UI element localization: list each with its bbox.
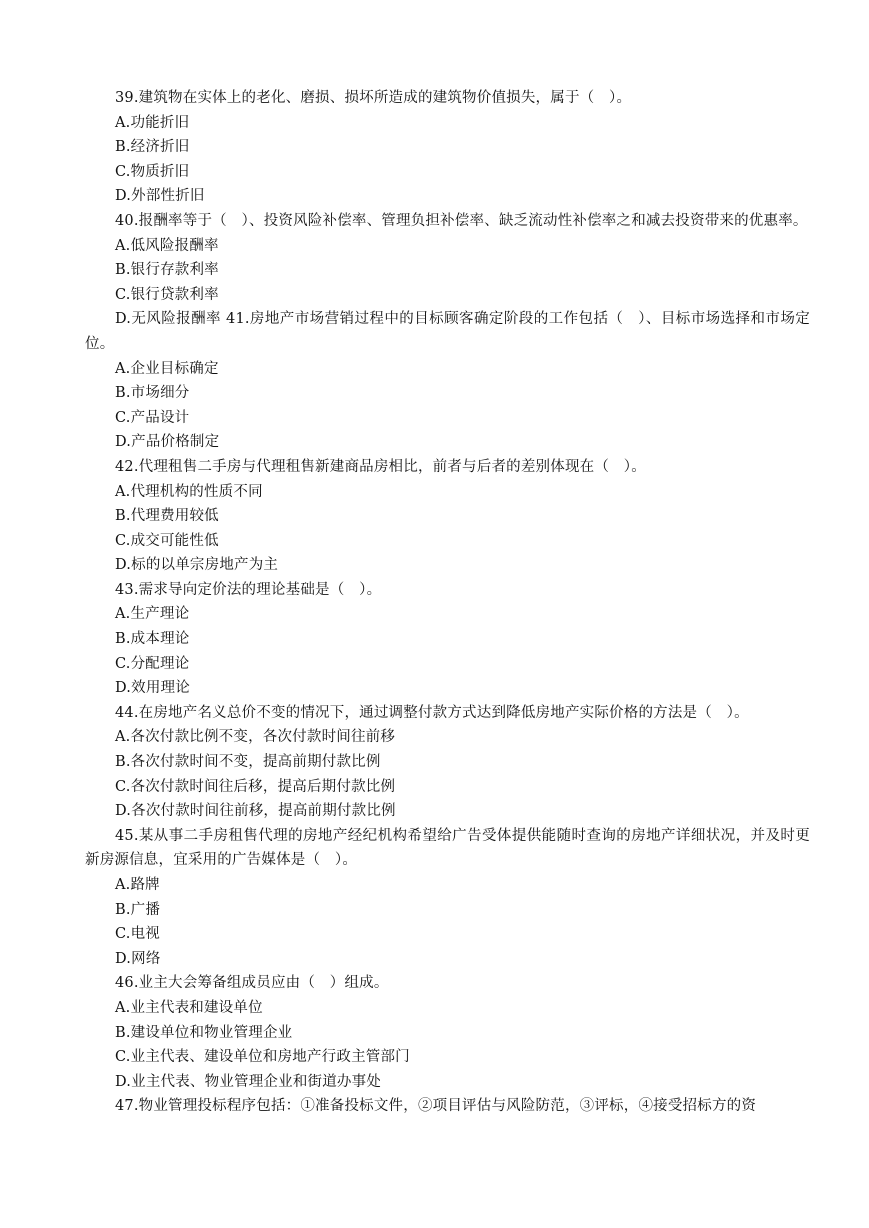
text-line: 47.物业管理投标程序包括：①准备投标文件，②项目评估与风险防范，③评标，④接受招标方的资 — [115, 1098, 757, 1115]
text-line: A.企业目标确定 — [115, 360, 219, 377]
text-line: 39.建筑物在实体上的老化、磨损、损坏所造成的建筑物价值损失，属于（ ）。 — [115, 90, 632, 106]
text-line: C.成交可能性低 — [115, 532, 219, 549]
text-line: D.无风险报酬率 41.房地产市场营销过程中的目标顾客确定阶段的工作包括（ ）、目标市场选择和市场定位。 — [85, 311, 810, 352]
text-line: A.低风险报酬率 — [115, 237, 219, 254]
text-line: D.效用理论 — [115, 680, 190, 697]
text-line: 43.需求导向定价法的理论基础是（ ）。 — [115, 581, 382, 598]
text-line: B.成本理论 — [115, 631, 190, 648]
text-line: B.市场细分 — [115, 385, 190, 402]
text-line: B.建设单位和物业管理企业 — [115, 1024, 293, 1041]
text-line: C.业主代表、建设单位和房地产行政主管部门 — [115, 1049, 410, 1066]
text-line: C.分配理论 — [115, 655, 190, 672]
text-line: B.各次付款时间不变，提高前期付款比例 — [115, 754, 381, 771]
document-page — [85, 86, 810, 1119]
text-line: D.网络 — [115, 950, 161, 967]
text-line: B.代理费用较低 — [115, 508, 219, 525]
text-line: C.银行贷款利率 — [115, 286, 219, 303]
text-line: B.经济折旧 — [115, 139, 190, 156]
text-line: B.银行存款利率 — [115, 262, 219, 279]
text-line: A.各次付款比例不变，各次付款时间往前移 — [115, 729, 396, 746]
text-line: D.外部性折旧 — [115, 188, 205, 205]
text-line: C.电视 — [115, 926, 160, 943]
text-line: C.各次付款时间往后移，提高后期付款比例 — [115, 778, 396, 795]
text-line: C.产品设计 — [115, 409, 190, 426]
text-line: A.业主代表和建设单位 — [115, 999, 263, 1016]
text-line: D.业主代表、物业管理企业和街道办事处 — [115, 1073, 382, 1090]
text-line: D.产品价格制定 — [115, 434, 220, 451]
text-line: A.生产理论 — [115, 606, 190, 623]
text-line: 46.业主大会筹备组成员应由（ ）组成。 — [115, 975, 389, 992]
text-line: 42.代理租售二手房与代理租售新建商品房相比，前者与后者的差别体现在（ ）。 — [115, 458, 646, 475]
text-line: D.标的以单宗房地产为主 — [115, 557, 279, 574]
text-line: 40.报酬率等于（ ）、投资风险补偿率、管理负担补偿率、缺乏流动性补偿率之和减去投资带来的优惠率。 — [115, 212, 808, 229]
text-line: B.广播 — [115, 901, 161, 918]
text-line: A.代理机构的性质不同 — [115, 483, 263, 500]
text-line: A.功能折旧 — [115, 114, 190, 131]
text-line: A.路牌 — [115, 877, 160, 893]
text-line: 44.在房地产名义总价不变的情况下，通过调整付款方式达到降低房地产实际价格的方法是（ ）。 — [115, 704, 749, 721]
text-line: C.物质折旧 — [115, 163, 190, 180]
text-line: D.各次付款时间往前移，提高前期付款比例 — [115, 803, 396, 820]
text-line: 45.某从事二手房租售代理的房地产经纪机构希望给广告受体提供能随时查询的房地产详细状况，并及时更新房源信息，宜采用的广告媒体是（ ）。 — [85, 827, 810, 869]
